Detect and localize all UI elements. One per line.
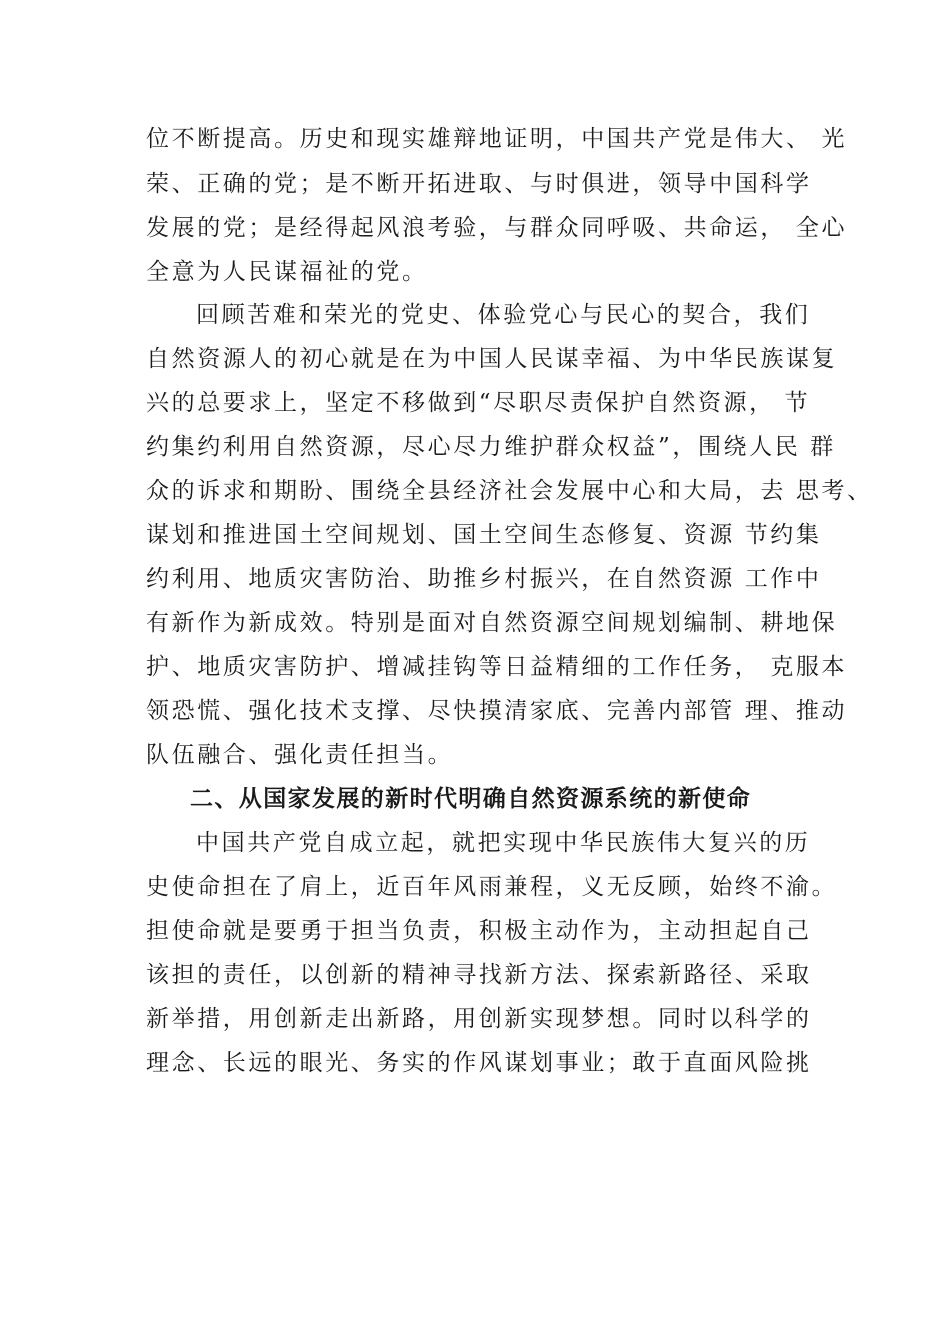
paragraph-line: 有新作为新成效。特别是面对自然资源空间规划编制、耕地保	[146, 610, 838, 636]
paragraph-line: 发展的党；是经得起风浪考验，与群众同呼吸、共命运， 全心	[146, 215, 848, 241]
paragraph-line: 约利用、地质灾害防治、助推乡村振兴，在自然资源 工作中	[146, 566, 822, 592]
paragraph-line: 史使命担在了肩上，近百年风雨兼程，义无反顾，始终不渝。	[146, 874, 838, 900]
paragraph-line: 该担的责任，以创新的精神寻找新方法、探索新路径、采取	[146, 962, 812, 988]
paragraph-line: 自然资源人的初心就是在为中国人民谋幸福、为中华民族谋复	[146, 346, 838, 372]
paragraph-line: 中国共产党自成立起，就把实现中华民族伟大复兴的历	[196, 830, 811, 856]
section-heading: 二、从国家发展的新时代明确自然资源系统的新使命	[190, 786, 752, 812]
paragraph-line: 位不断提高。历史和现实雄辩地证明，中国共产党是伟大、 光	[146, 126, 848, 152]
paragraph-line: 队伍融合、强化责任担当。	[146, 742, 454, 768]
paragraph-line: 谋划和推进国土空间规划、国土空间生态修复、资源 节约集	[146, 522, 822, 548]
paragraph-line: 荣、正确的党；是不断开拓进取、与时俱进，领导中国科学	[146, 171, 812, 197]
paragraph-line: 领恐慌、强化技术支撑、尽快摸清家底、完善内部管 理、推动	[146, 698, 848, 724]
paragraph-line: 护、地质灾害防护、增减挂钩等日益精细的工作任务， 克服本	[146, 654, 848, 680]
paragraph-line: 回顾苦难和荣光的党史、体验党心与民心的契合，我们	[196, 302, 811, 328]
paragraph-line: 理念、长远的眼光、务实的作风谋划事业；敢于直面风险挑	[146, 1050, 812, 1076]
paragraph-line: 担使命就是要勇于担当负责，积极主动作为，主动担起自己	[146, 918, 812, 944]
paragraph-line: 兴的总要求上，坚定不移做到“尽职尽责保护自然资源， 节	[146, 390, 811, 416]
paragraph-line: 新举措，用创新走出新路，用创新实现梦想。同时以科学的	[146, 1006, 812, 1032]
paragraph-line: 约集约利用自然资源，尽心尽力维护群众权益”，围绕人民 群	[146, 434, 836, 460]
paragraph-line: 全意为人民谋福祉的党。	[146, 259, 428, 285]
paragraph-line: 众的诉求和期盼、围绕全县经济社会发展中心和大局，去 思考、	[146, 478, 873, 504]
